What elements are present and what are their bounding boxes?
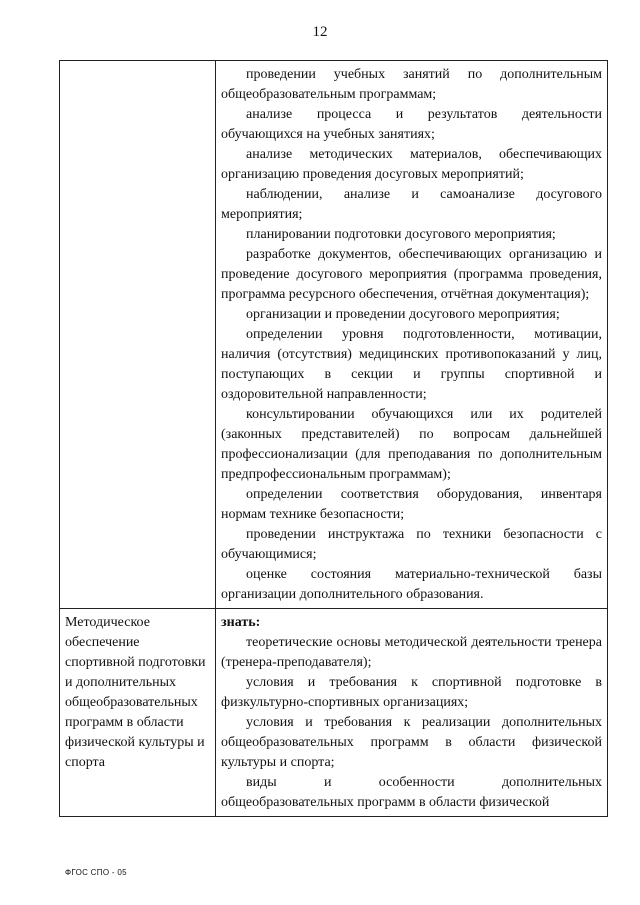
row1-left-cell (60, 61, 216, 609)
competency-table (59, 60, 608, 817)
list-item: консультировании обучающихся или их родителей (законных представителей) по вопросам дальнейшей профессионализации (для преподавания по дополнительным предпрофессиональным программам); (221, 407, 602, 482)
list-item: планировании подготовки досугового мероприятия; (246, 227, 556, 242)
row1-right-cell (216, 61, 608, 609)
list-item: организации и проведении досугового мероприятия; (246, 307, 560, 322)
list-item: анализе методических материалов, обеспечивающих организацию проведения досуговых мероприятий; (221, 147, 602, 182)
section-label: знать: (221, 615, 261, 630)
row2-right-cell (216, 609, 608, 817)
list-item: теоретические основы методической деятельности тренера (тренера-преподавателя); (221, 635, 602, 670)
list-item: анализе процесса и результатов деятельности обучающихся на учебных занятиях; (221, 107, 602, 142)
list-item: условия и требования к спортивной подготовке в физкультурно-спортивных организациях; (221, 675, 602, 710)
table-row (60, 61, 608, 609)
list-item: виды и особенности дополнительных общеобразовательных программ в области физической (221, 775, 602, 810)
list-item: определении соответствия оборудования, инвентаря нормам технике безопасности; (221, 487, 602, 522)
list-item: проведении учебных занятий по дополнительным общеобразовательным программам; (221, 67, 602, 102)
list-item: оценке состояния материально-технической базы организации дополнительного образования. (221, 567, 602, 602)
list-item: определении уровня подготовленности, мотивации, наличия (отсутствия) медицинских противопоказаний у лиц, поступающих в секции и группы спортивной и оздоровительной направленности; (221, 327, 602, 402)
footer-label: ФГОС СПО - 05 (65, 868, 127, 877)
list-item: наблюдении, анализе и самоанализе досугового мероприятия; (221, 187, 602, 222)
table-row (60, 609, 608, 817)
list-item: разработке документов, обеспечивающих организацию и проведение досугового мероприятия (программа проведения, программа ресурсного обеспечения, отчётная документация); (221, 247, 602, 302)
row2-left-cell: Методическое обеспечение спортивной подготовки и дополнительных общеобразовательных программ в области физической культуры и спорта (60, 609, 216, 817)
list-item: проведении инструктажа по техники безопасности с обучающимися; (221, 527, 602, 562)
list-item: условия и требования к реализации дополнительных общеобразовательных программ в области физической культуры и спорта; (221, 715, 602, 770)
page-number: 12 (312, 24, 328, 40)
